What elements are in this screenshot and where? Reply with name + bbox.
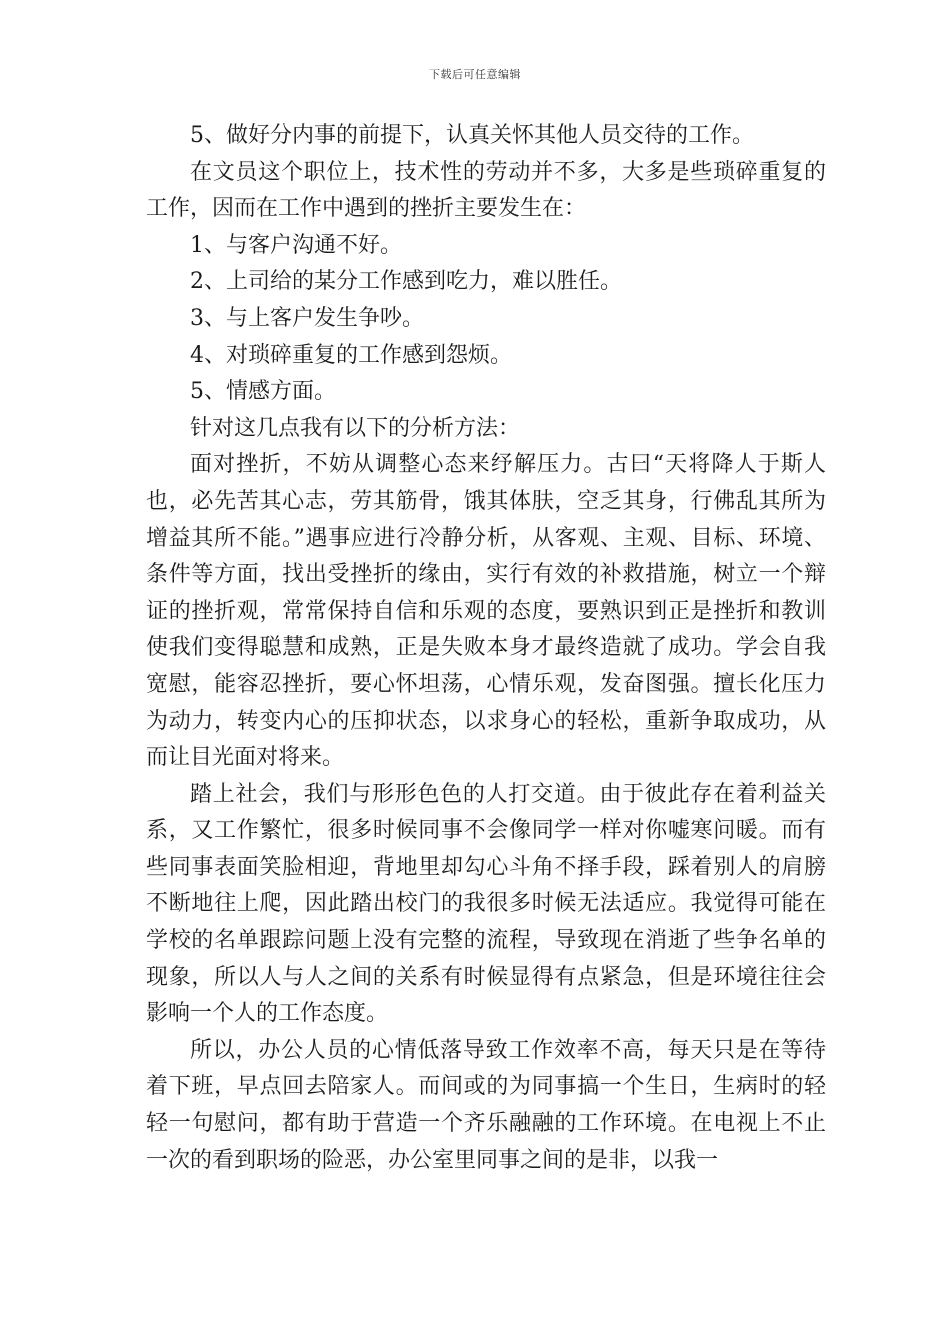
paragraph-list-3: 3、与上客户发生争吵。: [190, 305, 424, 331]
paragraph-item-5: 5、做好分内事的前提下，认真关怀其他人员交待的工作。: [190, 123, 754, 148]
paragraph-frustration: 面对挫折，不妨从调整心态来纾解压力。古曰“天将降人于斯人也，必先苦其心志，劳其筋骨，饿其体肤，空乏其身，行佛乱其所为增益其所不能。”遇事应进行冷静分析，从客观、主观、目标、环境、条件等方面，找出受挫折的缘由，实行有效的补救措施，树立一个辩证的挫折观，常常保持自信和乐观的态度，要熟识到正是挫折和教训使我们变得聪慧和成熟，正是失败本身才最终造就了成功。学会自我宽慰，能容忍挫折，要心怀坦荡，心情乐观，发奋图强。擅长化压力为动力，转变内心的压抑状态，以求身心的轻松，重新争取成功，从而让目光面对将来。: [146, 452, 826, 771]
paragraph-list-2: 2、上司给的某分工作感到吃力，难以胜任。: [190, 269, 622, 295]
paragraph-methods-intro: 针对这几点我有以下的分析方法：: [190, 415, 521, 441]
document-body: [146, 118, 826, 1179]
page-header: 下载后可任意编辑: [429, 68, 521, 81]
paragraph-list-4: 4、对琐碎重复的工作感到怨烦。: [190, 342, 512, 368]
paragraph-list-5: 5、情感方面。: [190, 379, 336, 405]
paragraph-list-1: 1、与客户沟通不好。: [190, 232, 402, 258]
paragraph-office: 所以，办公人员的心情低落导致工作效率不高，每天只是在等待着下班，早点回去陪家人。而间或的为同事搞一个生日，生病时的轻轻一句慰问，都有助于营造一个齐乐融融的工作环境。在电视上不止一次的看到职场的险恶，办公室里同事之间的是非，以我一: [146, 1037, 826, 1173]
paragraph-intro: 在文员这个职位上，技术性的劳动并不多，大多是些琐碎重复的工作，因而在工作中遇到的挫折主要发生在：: [146, 159, 826, 222]
paragraph-society: 踏上社会，我们与形形色色的人打交道。由于彼此存在着利益关系，又工作繁忙，很多时候同事不会像同学一样对你嘘寒问暖。而有些同事表面笑脸相迎，背地里却勾心斗角不择手段，踩着别人的肩膀不断地往上爬，因此踏出校门的我很多时候无法适应。我觉得可能在学校的名单跟踪问题上没有完整的流程，导致现在消逝了些争名单的现象，所以人与人之间的关系有时候显得有点紧急，但是环境往往会影响一个人的工作态度。: [146, 781, 826, 1027]
